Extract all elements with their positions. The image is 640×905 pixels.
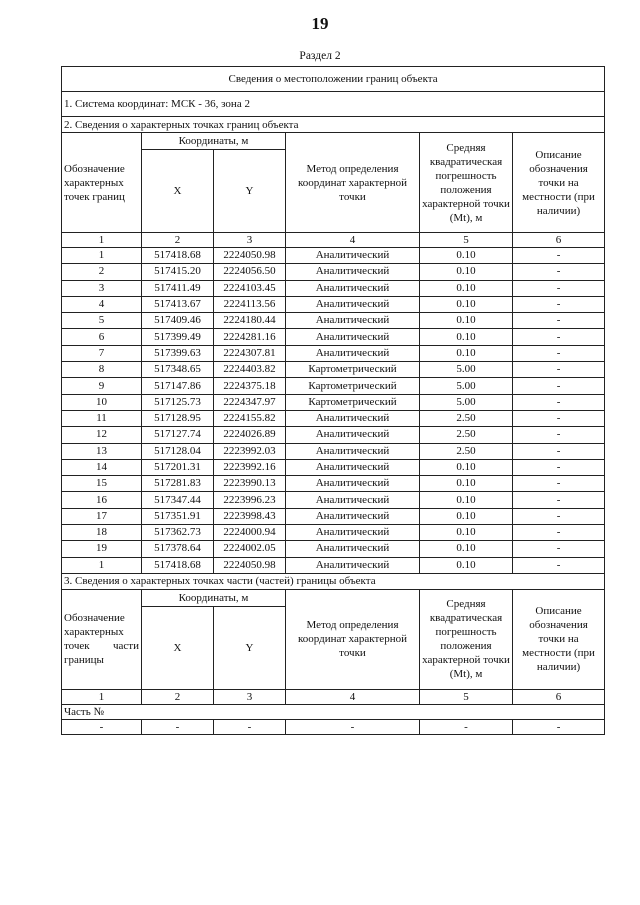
point-y: 2224155.82 xyxy=(214,410,286,426)
point-y: 2224180.44 xyxy=(214,313,286,329)
point-x: 517128.04 xyxy=(142,443,214,459)
point-number: 16 xyxy=(62,492,142,508)
column-number: 2 xyxy=(142,233,214,248)
point-accuracy: 0.10 xyxy=(420,476,513,492)
point-number: 9 xyxy=(62,378,142,394)
header-designation: Обозначение характерных точек границ xyxy=(62,133,142,233)
point-method: Картометрический xyxy=(286,362,420,378)
point-accuracy: 2.50 xyxy=(420,410,513,426)
point-accuracy: 2.50 xyxy=(420,427,513,443)
point-number: 3 xyxy=(62,280,142,296)
point-x: 517281.83 xyxy=(142,476,214,492)
point-x: 517128.95 xyxy=(142,410,214,426)
point-accuracy: 0.10 xyxy=(420,492,513,508)
point-accuracy: 0.10 xyxy=(420,329,513,345)
table-row xyxy=(62,476,605,492)
point-description: - xyxy=(513,476,605,492)
point-accuracy: 0.10 xyxy=(420,248,513,264)
point-number: 18 xyxy=(62,525,142,541)
column-number: 5 xyxy=(420,233,513,248)
point-method: Аналитический xyxy=(286,443,420,459)
point-x: 517351.91 xyxy=(142,508,214,524)
point-description: - xyxy=(513,427,605,443)
point-accuracy: 5.00 xyxy=(420,378,513,394)
point-number: 8 xyxy=(62,362,142,378)
point-x: 517409.46 xyxy=(142,313,214,329)
header-x-part: X xyxy=(142,606,214,689)
table-row xyxy=(62,296,605,312)
point-description: - xyxy=(513,296,605,312)
point-y: 2224113.56 xyxy=(214,296,286,312)
point-accuracy: 5.00 xyxy=(420,394,513,410)
section-label: Раздел 2 xyxy=(299,50,341,62)
point-description: - xyxy=(513,394,605,410)
point-number: 2 xyxy=(62,264,142,280)
header-accuracy: Средняя квадратическая погрешность положения характерной точки (Mt), м xyxy=(420,133,513,233)
header-designation-part xyxy=(62,589,142,689)
column-number-part: 2 xyxy=(142,689,214,704)
header-coords: Координаты, м xyxy=(142,133,286,150)
point-description: - xyxy=(513,362,605,378)
part-cell: - xyxy=(513,719,605,734)
table-row xyxy=(62,264,605,280)
column-number-part: 4 xyxy=(286,689,420,704)
part-cell: - xyxy=(62,719,142,734)
point-x: 517413.67 xyxy=(142,296,214,312)
point-accuracy: 0.10 xyxy=(420,313,513,329)
point-y: 2224281.16 xyxy=(214,329,286,345)
point-description: - xyxy=(513,459,605,475)
table-row xyxy=(62,427,605,443)
part-cell: - xyxy=(420,719,513,734)
point-y: 2224050.98 xyxy=(214,248,286,264)
page-number: 19 xyxy=(311,14,329,33)
point-number: 5 xyxy=(62,313,142,329)
point-x: 517362.73 xyxy=(142,525,214,541)
point-accuracy: 0.10 xyxy=(420,541,513,557)
point-description: - xyxy=(513,280,605,296)
header-y: Y xyxy=(214,150,286,233)
table-row xyxy=(62,557,605,573)
point-y: 2224375.18 xyxy=(214,378,286,394)
point-description: - xyxy=(513,492,605,508)
table-row xyxy=(62,362,605,378)
point-accuracy: 5.00 xyxy=(420,362,513,378)
point-accuracy: 2.50 xyxy=(420,443,513,459)
point-y: 2224050.98 xyxy=(214,557,286,573)
point-method: Аналитический xyxy=(286,492,420,508)
point-x: 517348.65 xyxy=(142,362,214,378)
point-method: Аналитический xyxy=(286,248,420,264)
header-designation-part-text: Обозначение характерных точек части границы xyxy=(64,612,139,667)
point-description: - xyxy=(513,557,605,573)
point-number: 4 xyxy=(62,296,142,312)
point-y: 2223996.23 xyxy=(214,492,286,508)
point-description: - xyxy=(513,345,605,361)
part-label: Часть № xyxy=(62,704,605,719)
point-x: 517399.49 xyxy=(142,329,214,345)
point-description: - xyxy=(513,264,605,280)
point-number: 15 xyxy=(62,476,142,492)
column-number: 1 xyxy=(62,233,142,248)
point-method: Аналитический xyxy=(286,280,420,296)
part-cell: - xyxy=(142,719,214,734)
point-number: 6 xyxy=(62,329,142,345)
point-number: 12 xyxy=(62,427,142,443)
part3-title: 3. Сведения о характерных точках части (частей) границы объекта xyxy=(62,573,605,589)
point-x: 517399.63 xyxy=(142,345,214,361)
point-x: 517415.20 xyxy=(142,264,214,280)
point-method: Аналитический xyxy=(286,313,420,329)
table-row xyxy=(62,345,605,361)
column-number: 3 xyxy=(214,233,286,248)
coordinate-system: 1. Система координат: МСК - 36, зона 2 xyxy=(62,92,605,117)
table-row xyxy=(62,443,605,459)
point-description: - xyxy=(513,378,605,394)
point-description: - xyxy=(513,525,605,541)
table-row xyxy=(62,378,605,394)
point-method: Аналитический xyxy=(286,264,420,280)
point-description: - xyxy=(513,410,605,426)
point-method: Аналитический xyxy=(286,329,420,345)
header-y-part: Y xyxy=(214,606,286,689)
table-row xyxy=(62,508,605,524)
header-x: X xyxy=(142,150,214,233)
point-number: 10 xyxy=(62,394,142,410)
table-row xyxy=(62,329,605,345)
table-row xyxy=(62,492,605,508)
point-x: 517347.44 xyxy=(142,492,214,508)
point-x: 517127.74 xyxy=(142,427,214,443)
header-coords-part: Координаты, м xyxy=(142,589,286,606)
table-row xyxy=(62,280,605,296)
point-method: Картометрический xyxy=(286,394,420,410)
point-y: 2223990.13 xyxy=(214,476,286,492)
point-number: 17 xyxy=(62,508,142,524)
column-number-part: 6 xyxy=(513,689,605,704)
boundary-table xyxy=(61,66,605,735)
point-method: Картометрический xyxy=(286,378,420,394)
part-cell: - xyxy=(286,719,420,734)
point-description: - xyxy=(513,329,605,345)
point-y: 2223992.03 xyxy=(214,443,286,459)
point-description: - xyxy=(513,313,605,329)
point-x: 517418.68 xyxy=(142,248,214,264)
point-y: 2224000.94 xyxy=(214,525,286,541)
point-method: Аналитический xyxy=(286,296,420,312)
point-y: 2224026.89 xyxy=(214,427,286,443)
table-row xyxy=(62,313,605,329)
point-accuracy: 0.10 xyxy=(420,345,513,361)
point-description: - xyxy=(513,541,605,557)
point-y: 2224307.81 xyxy=(214,345,286,361)
point-method: Аналитический xyxy=(286,508,420,524)
column-number-part: 1 xyxy=(62,689,142,704)
point-method: Аналитический xyxy=(286,541,420,557)
table-title: Сведения о местоположении границ объекта xyxy=(62,67,605,92)
point-method: Аналитический xyxy=(286,410,420,426)
header-accuracy-part: Средняя квадратическая погрешность положения характерной точки (Mt), м xyxy=(420,589,513,689)
point-x: 517201.31 xyxy=(142,459,214,475)
point-x: 517418.68 xyxy=(142,557,214,573)
header-description: Описание обозначения точки на местности (при наличии) xyxy=(513,133,605,233)
point-method: Аналитический xyxy=(286,459,420,475)
part2-title: 2. Сведения о характерных точках границ объекта xyxy=(62,117,605,133)
point-accuracy: 0.10 xyxy=(420,280,513,296)
point-y: 2224403.82 xyxy=(214,362,286,378)
point-accuracy: 0.10 xyxy=(420,264,513,280)
header-method: Метод определения координат характерной точки xyxy=(286,133,420,233)
point-accuracy: 0.10 xyxy=(420,525,513,541)
point-description: - xyxy=(513,443,605,459)
part-cell: - xyxy=(214,719,286,734)
point-number: 1 xyxy=(62,557,142,573)
point-y: 2224056.50 xyxy=(214,264,286,280)
point-accuracy: 0.10 xyxy=(420,459,513,475)
column-number: 6 xyxy=(513,233,605,248)
table-row xyxy=(62,459,605,475)
point-x: 517411.49 xyxy=(142,280,214,296)
table-row xyxy=(62,394,605,410)
header-description-part: Описание обозначения точки на местности (при наличии) xyxy=(513,589,605,689)
point-method: Аналитический xyxy=(286,427,420,443)
point-x: 517125.73 xyxy=(142,394,214,410)
table-row xyxy=(62,410,605,426)
point-y: 2224347.97 xyxy=(214,394,286,410)
point-x: 517378.64 xyxy=(142,541,214,557)
point-accuracy: 0.10 xyxy=(420,508,513,524)
point-method: Аналитический xyxy=(286,557,420,573)
table-row xyxy=(62,541,605,557)
point-x: 517147.86 xyxy=(142,378,214,394)
point-y: 2224002.05 xyxy=(214,541,286,557)
point-number: 14 xyxy=(62,459,142,475)
point-y: 2224103.45 xyxy=(214,280,286,296)
point-number: 13 xyxy=(62,443,142,459)
point-description: - xyxy=(513,248,605,264)
point-number: 19 xyxy=(62,541,142,557)
point-method: Аналитический xyxy=(286,476,420,492)
point-accuracy: 0.10 xyxy=(420,557,513,573)
point-method: Аналитический xyxy=(286,525,420,541)
point-y: 2223998.43 xyxy=(214,508,286,524)
point-y: 2223992.16 xyxy=(214,459,286,475)
point-number: 11 xyxy=(62,410,142,426)
point-description: - xyxy=(513,508,605,524)
point-number: 1 xyxy=(62,248,142,264)
point-accuracy: 0.10 xyxy=(420,296,513,312)
column-number-part: 3 xyxy=(214,689,286,704)
header-method-part: Метод определения координат характерной точки xyxy=(286,589,420,689)
column-number: 4 xyxy=(286,233,420,248)
column-number-part: 5 xyxy=(420,689,513,704)
table-row xyxy=(62,525,605,541)
point-number: 7 xyxy=(62,345,142,361)
table-row xyxy=(62,248,605,264)
point-method: Аналитический xyxy=(286,345,420,361)
